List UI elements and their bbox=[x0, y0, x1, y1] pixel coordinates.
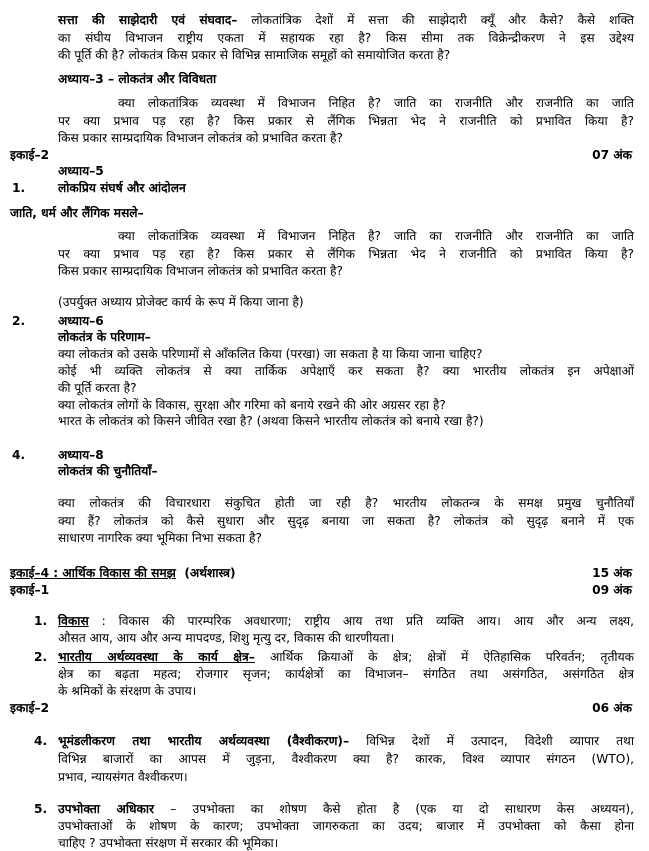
paragraph-line: प्रभाव, न्यायसंगत वैश्वीकरण। bbox=[58, 770, 188, 784]
unit-marks: 06 अंक bbox=[592, 701, 632, 715]
unit-label: इकाई–2 bbox=[10, 701, 50, 715]
item-number: 2. bbox=[12, 314, 26, 328]
paragraph-line: क्षेत्र का बढ़ता महत्व; रोजगार सृजन; कार्यक्षेत्रों का विभाजन– संगठित तथा असंगठित, असंगठित क्षेत्र bbox=[58, 667, 634, 681]
item-number: 5. bbox=[34, 802, 48, 816]
topic-heading: भूमंडलीकरण तथा भारतीय अर्थव्यवस्था (वैश्वीकरण)– bbox=[58, 734, 350, 748]
topic-heading: विकास bbox=[58, 614, 89, 628]
paragraph-line: उपभोक्ता अधिकार – उपभोक्ता का शोषण कैसे होता है (एक या दो साधारण केस अध्ययन), bbox=[58, 802, 635, 816]
paragraph-line: भारत के लोकतंत्र को किसने जीवित रखा है? (अथवा किसने भारतीय लोकतंत्र को बनाये रखा है?) bbox=[58, 414, 484, 428]
chapter-heading: अध्याय–3 – लोकतंत्र और विविधता bbox=[58, 72, 217, 86]
paragraph-line: साधारण नागरिक क्या भूमिका निभा सकता है? bbox=[58, 531, 262, 545]
paragraph-line: क्या लोकतंत्र की विचारधारा संकुचित होती जा रही है? भारतीय लोकतन्त्र के समक्ष प्रमुख चुनौतियाँ bbox=[58, 496, 634, 510]
paragraph-line: पर क्या प्रभाव पड़ रहा है? किस प्रकार से लैंगिक भिन्नता भेद ने राजनीति को प्रभावित किया है? bbox=[58, 114, 634, 128]
paragraph-line: औसत आय, आय और अन्य मापदण्ड, शिशु मृत्यु दर, विकास की धारणीयता। bbox=[58, 631, 395, 645]
unit-heading: इकाई–4 : आर्थिक विकास की समझ (अर्थशास्त्र) bbox=[10, 566, 236, 580]
paragraph-line: विभिन्न बाजारों का आपस में जुड़ना, वैश्वीकरण क्या है? कारक, विश्व व्यापार संगठन (WTO), bbox=[58, 752, 634, 766]
paragraph-line: क्या लोकतंत्र लोगों के विकास, सुरक्षा और गरिमा को बनाये रखने की ओर अग्रसर रहा है? bbox=[58, 398, 446, 412]
unit-label: इकाई–1 bbox=[10, 583, 50, 597]
chapter-heading: अध्याय–8 bbox=[58, 448, 104, 462]
topic-heading: लोकतंत्र के परिणाम– bbox=[58, 330, 151, 344]
paragraph-line: का संघीय विभाजन राष्ट्रीय एकता में सहायक रहा है? किस सीमा तक विक्रेन्द्रीकरण ने इस उद्देश्य bbox=[58, 31, 634, 45]
paragraph-line: भारतीय अर्थव्यवस्था के कार्य क्षेत्र– आर्थिक क्रियाओं के क्षेत्र; क्षेत्रों में ऐतिहासिक परिवर्तन; तृतीयक bbox=[58, 650, 634, 664]
topic-heading: लोकतंत्र की चुनौतियाँ– bbox=[58, 464, 158, 478]
paragraph-line: की पूर्ति की है? लोकतंत्र किस प्रकार से विभिन्न सामाजिक समूहों को समायोजित करता है? bbox=[58, 48, 451, 62]
paragraph-line: के श्रमिकों के संरक्षण के उपाय। bbox=[58, 684, 197, 698]
topic-heading: जाति, धर्म और लैंगिक मसले– bbox=[10, 206, 144, 220]
paragraph-line: सत्ता की साझेदारी एवं संघवाद– लोकतांत्रिक देशों में सत्ता की साझेदारी क्यूँ और कैसे? कैसे शक्ति bbox=[58, 13, 635, 27]
topic-heading: लोकप्रिय संघर्ष और आंदोलन bbox=[58, 181, 186, 195]
unit-marks: 09 अंक bbox=[592, 583, 632, 597]
topic-heading: उपभोक्ता अधिकार bbox=[58, 802, 155, 816]
paragraph-line: चाहिए ? उपभोक्ता संरक्षण में सरकार की भूमिका। bbox=[58, 836, 279, 850]
paragraph-line: उपभोक्ताओं के शोषण के कारण; उपभोक्ता जागरुकता का उदय; बाजार में उपभोक्ता को कैसा होना bbox=[58, 819, 634, 833]
paragraph-line: विकास : विकास की पारम्परिक अवधारणा; राष्ट्रीय आय तथा प्रति व्यक्ति आय। आय और अन्य लक्ष्य, bbox=[58, 614, 634, 628]
paragraph-line: किस प्रकार साम्प्रदायिक विभाजन लोकतंत्र को प्रभावित करता है? bbox=[58, 264, 343, 278]
paragraph-line: किस प्रकार साम्प्रदायिक विभाजन लोकतंत्र को प्रभावित करता है? bbox=[58, 131, 343, 145]
note-text: (उपर्युक्त अध्याय प्रोजेक्ट कार्य के रूप में किया जाना है) bbox=[58, 295, 304, 309]
item-number: 1. bbox=[12, 181, 26, 195]
paragraph-line: क्या लोकतांत्रिक व्यवस्था में विभाजन निहित है? जाति का राजनीति और राजनीति का जाति bbox=[118, 96, 634, 110]
paragraph-line: पर क्या प्रभाव पड़ रहा है? किस प्रकार से लैंगिक भिन्नता भेद ने राजनीति को प्रभावित किया है? bbox=[58, 247, 634, 261]
unit-label: इकाई–2 bbox=[10, 148, 50, 162]
topic-heading: भारतीय अर्थव्यवस्था के कार्य क्षेत्र– bbox=[58, 650, 255, 664]
chapter-heading: अध्याय–5 bbox=[58, 164, 104, 178]
paragraph-line: क्या लोकतंत्र को उसके परिणामों से आँकलित किया (परखा) जा सकता है या किया जाना चाहिए? bbox=[58, 347, 483, 361]
unit-marks: 15 अंक bbox=[592, 566, 632, 580]
item-number: 1. bbox=[34, 614, 48, 628]
section-heading: सत्ता की साझेदारी एवं संघवाद– bbox=[58, 13, 238, 27]
paragraph-line: कोई भी व्यक्ति लोकतंत्र से क्या तार्किक अपेक्षाएँ कर सकता है? क्या भारतीय लोकतंत्र इन अपेक्षाओं bbox=[58, 364, 634, 378]
item-number: 4. bbox=[34, 734, 48, 748]
paragraph-line: की पूर्ति करता है? bbox=[58, 381, 137, 395]
paragraph-line: भूमंडलीकरण तथा भारतीय अर्थव्यवस्था (वैश्वीकरण)– विभिन्न देशों में उत्पादन, विदेशी व्यापार तथा bbox=[58, 734, 634, 748]
paragraph-line: क्या लोकतांत्रिक व्यवस्था में विभाजन निहित है? जाति का राजनीति और राजनीति का जाति bbox=[118, 229, 634, 243]
paragraph-line: क्या हैं? लोकतंत्र को कैसे सुधारा और सुदृढ़ बनाया जा सकता है? लोकतंत्र को सुदृढ़ बनाने में एक bbox=[58, 514, 634, 528]
item-number: 4. bbox=[12, 448, 26, 462]
item-number: 2. bbox=[34, 650, 48, 664]
chapter-heading: अध्याय–6 bbox=[58, 314, 104, 328]
unit-marks: 07 अंक bbox=[592, 148, 632, 162]
